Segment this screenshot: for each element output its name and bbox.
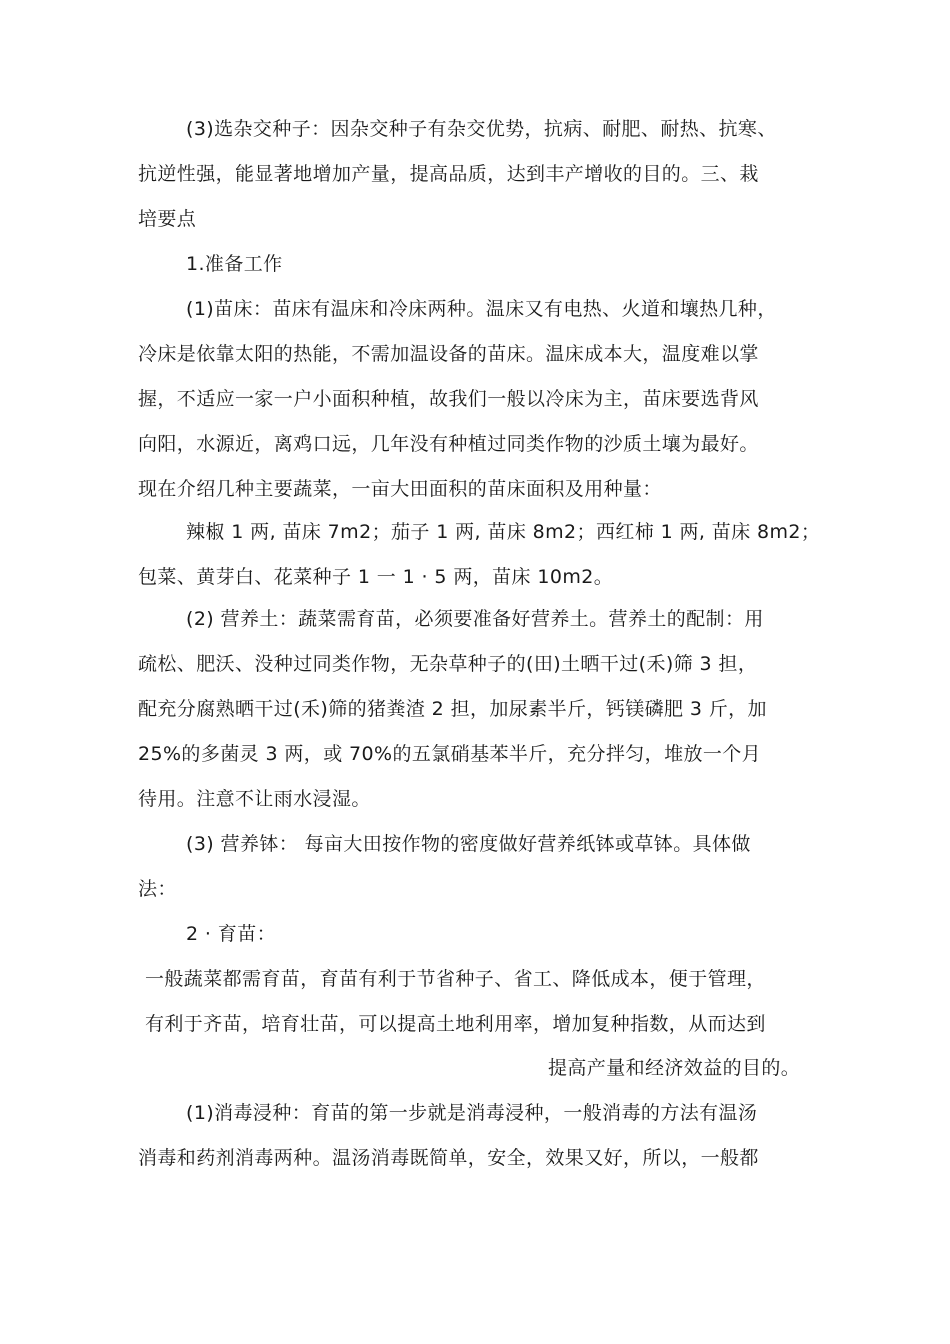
text-line: 向阳，水源近，离鸡口远，几年没有种植过同类作物的沙质土壤为最好。 [138, 433, 759, 455]
text-line: 辣椒 1 两, 苗床 7m2；茄子 1 两, 苗床 8m2；西红柿 1 两, 苗床 8m2； [186, 521, 821, 543]
section-heading: 1.准备工作 [186, 253, 283, 275]
text-line: (1)苗床：苗床有温床和冷床两种。温床又有电热、火道和壤热几种， [186, 298, 777, 320]
text-line: 培要点 [138, 208, 197, 230]
text-line: 一般蔬菜都需育苗，育苗有利于节省种子、省工、降低成本，便于管理， [145, 968, 766, 990]
text-line: 冷床是依靠太阳的热能，不需加温设备的苗床。温床成本大，温度难以掌 [138, 343, 759, 365]
text-line: 包菜、黄芽白、花菜种子 1 一 1 · 5 两，苗床 10m2。 [138, 566, 614, 588]
text-line: 提高产量和经济效益的目的。 [548, 1057, 801, 1079]
text-line: (3) 营养钵： 每亩大田按作物的密度做好营养纸钵或草钵。具体做 [186, 833, 751, 855]
text-line: (3)选杂交种子：因杂交种子有杂交优势，抗病、耐肥、耐热、抗寒、 [186, 118, 777, 140]
text-line: 有利于齐苗，培育壮苗，可以提高土地利用率，增加复种指数，从而达到 [145, 1013, 766, 1035]
text-line: 抗逆性强，能显著地增加产量，提高品质，达到丰产增收的目的。三、栽 [138, 163, 759, 185]
section-heading: 2 · 育苗： [186, 923, 277, 945]
text-line: 消毒和药剂消毒两种。温汤消毒既简单，安全，效果又好，所以，一般都 [138, 1147, 759, 1169]
text-line: 配充分腐熟晒干过(禾)筛的猪粪渣 2 担，加尿素半斤，钙镁磷肥 3 斤，加 [138, 698, 767, 720]
text-line: (1)消毒浸种：育苗的第一步就是消毒浸种，一般消毒的方法有温汤 [186, 1102, 758, 1124]
text-line: 25%的多菌灵 3 两，或 70%的五氯硝基苯半斤，充分拌匀，堆放一个月 [138, 743, 762, 765]
text-line: 疏松、肥沃、没种过同类作物，无杂草种子的(田)土晒干过(禾)筛 3 担， [138, 653, 758, 675]
text-line: 待用。注意不让雨水浸湿。 [138, 788, 371, 810]
text-line: 法： [138, 878, 177, 900]
text-line: (2) 营养土：蔬菜需育苗，必须要准备好营养土。营养土的配制：用 [186, 608, 764, 630]
text-line: 现在介绍几种主要蔬菜，一亩大田面积的苗床面积及用种量： [138, 478, 662, 500]
text-line: 握，不适应一家一户小面积种植，故我们一般以冷床为主，苗床要选背风 [138, 388, 759, 410]
